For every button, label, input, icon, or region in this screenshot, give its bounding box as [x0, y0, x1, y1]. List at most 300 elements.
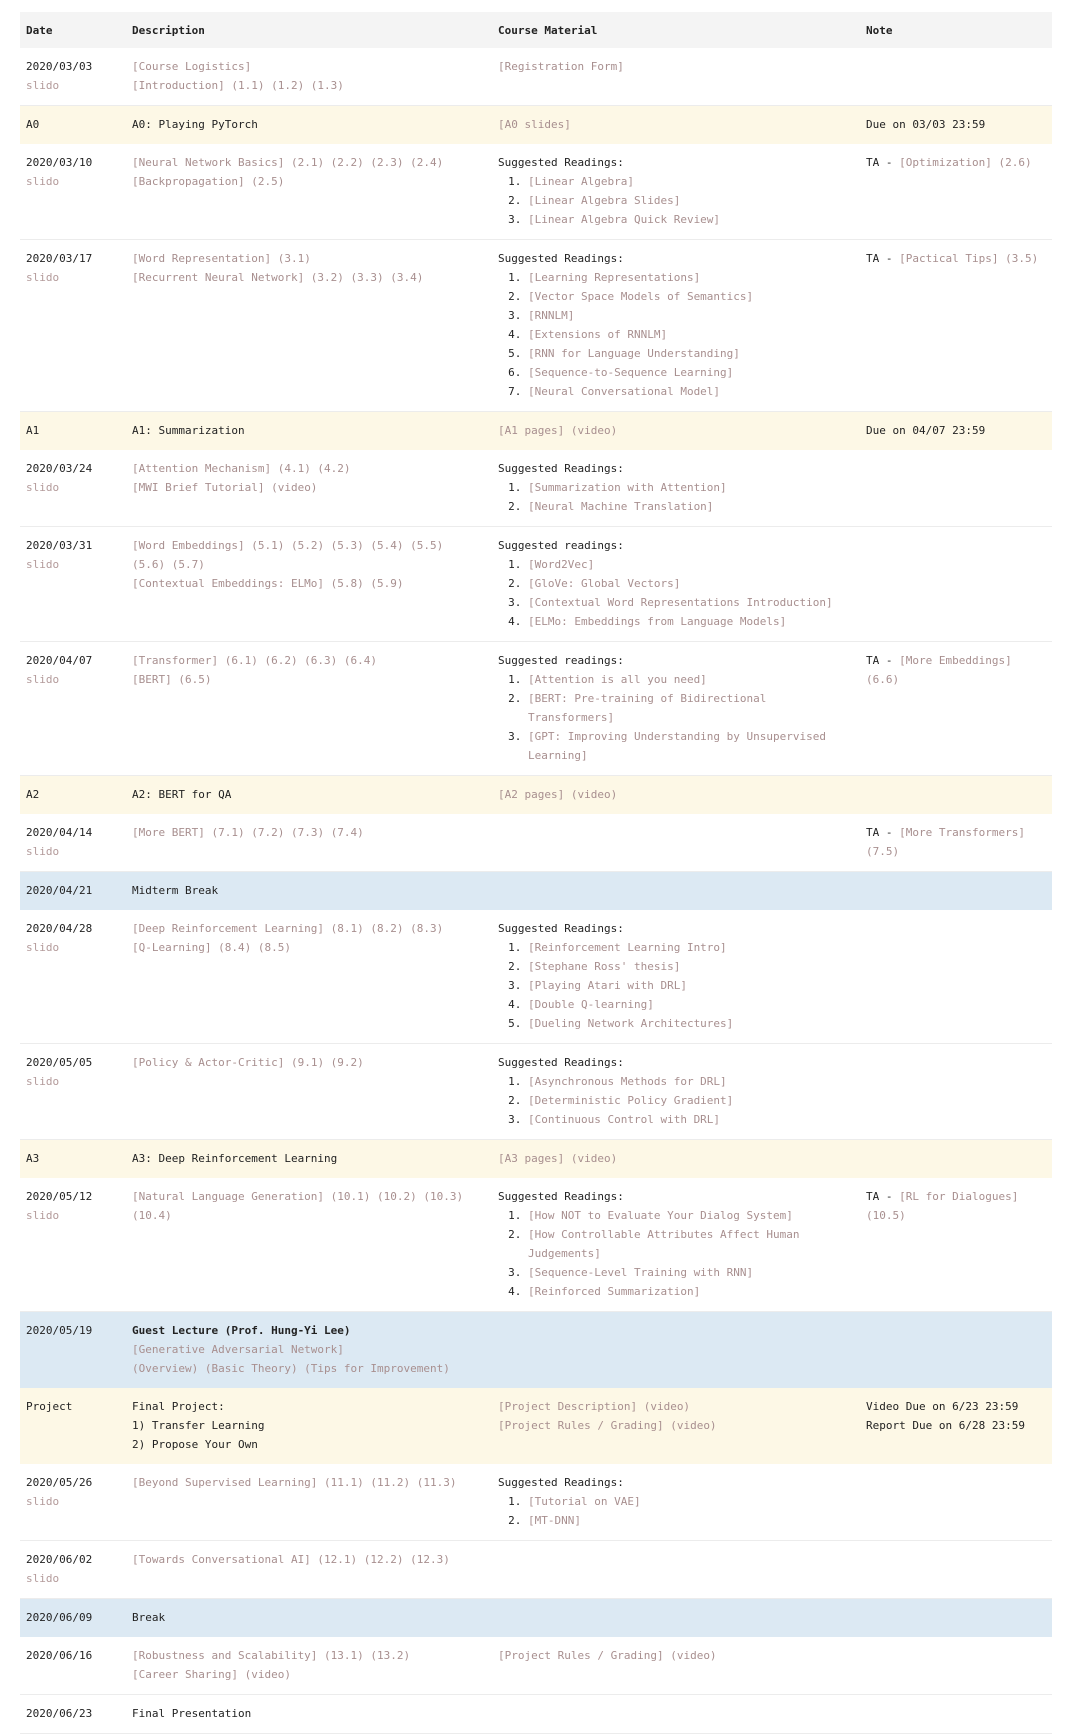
slido-link[interactable]: slido: [26, 481, 60, 494]
due-note: Video Due on 6/23 23:59: [866, 1400, 1019, 1413]
material-link[interactable]: (11.1) (11.2) (11.3): [317, 1476, 457, 1489]
reading-item: [528, 1492, 854, 1511]
date-cell: [20, 527, 126, 642]
description-cell: [126, 1637, 492, 1695]
material-cell: [492, 814, 860, 872]
material-link[interactable]: (6.5): [171, 673, 212, 686]
reading-link[interactable]: [MT-DNN]: [528, 1514, 581, 1527]
material-cell: [492, 1388, 860, 1464]
row-description: A0: Playing PyTorch: [132, 118, 258, 131]
text-line: [132, 1435, 486, 1454]
text-line: [132, 1187, 486, 1206]
reading-item: [528, 995, 854, 1014]
material-link[interactable]: [Natural Language Generation]: [132, 1190, 325, 1203]
text-line: [498, 1416, 854, 1435]
text-line: [132, 1340, 486, 1359]
material-cell: [492, 240, 860, 412]
date-cell: [20, 910, 126, 1044]
description-cell: [126, 412, 492, 451]
readings-title: Suggested Readings:: [498, 1056, 624, 1069]
text-line: [132, 459, 486, 478]
row-description: Midterm Break: [132, 884, 219, 897]
reading-item: [528, 172, 854, 191]
readings-title: Suggested readings:: [498, 539, 624, 552]
note-cell: [860, 1140, 1052, 1179]
text-line: [132, 938, 486, 957]
table-row: [20, 642, 1052, 776]
readings-list: [498, 268, 854, 401]
reading-link[interactable]: [Linear Algebra Quick Review]: [528, 213, 721, 226]
reading-link[interactable]: [How Controllable Attributes Affect Human Judgements]: [528, 1228, 800, 1260]
reading-link[interactable]: [Contextual Word Representations Introduction]: [528, 596, 833, 609]
row-date: 2020/05/26: [26, 1476, 93, 1489]
reading-link[interactable]: [Neural Machine Translation]: [528, 500, 714, 513]
material-link[interactable]: [Backpropagation]: [132, 175, 245, 188]
text-line: [866, 651, 1046, 689]
material-link[interactable]: (video): [663, 1649, 717, 1662]
material-cell: [492, 776, 860, 815]
text-line: [498, 421, 854, 440]
text-line: [132, 76, 486, 95]
description-cell: [126, 1140, 492, 1179]
note-cell: [860, 1599, 1052, 1638]
material-link[interactable]: (2.5): [244, 175, 285, 188]
reading-item: [528, 1263, 854, 1282]
text-line: [132, 574, 486, 593]
note-cell: [860, 1044, 1052, 1140]
description-cell: [126, 450, 492, 527]
material-link[interactable]: [BERT]: [132, 673, 172, 686]
text-segment: 2) Propose Your Own: [132, 1438, 258, 1451]
reading-link[interactable]: [How NOT to Evaluate Your Dialog System]: [528, 1209, 793, 1222]
slido-link[interactable]: slido: [26, 558, 60, 571]
row-date: 2020/06/16: [26, 1649, 93, 1662]
material-link[interactable]: [Recurrent Neural Network]: [132, 271, 305, 284]
description-cell: [126, 1541, 492, 1599]
note-cell: [860, 106, 1052, 145]
material-link[interactable]: [Word Embeddings]: [132, 539, 245, 552]
date-cell: [20, 450, 126, 527]
material-link[interactable]: [Pactical Tips]: [899, 252, 999, 265]
reading-link[interactable]: [Linear Algebra]: [528, 175, 634, 188]
material-cell: [492, 1599, 860, 1638]
header-date: Date: [20, 12, 126, 48]
row-date: 2020/04/21: [26, 884, 93, 897]
reading-item: [528, 1014, 854, 1033]
text-segment: TA -: [866, 1190, 900, 1203]
text-segment: Final Project:: [132, 1400, 225, 1413]
material-link[interactable]: (Overview) (Basic Theory) (Tips for Improvement): [132, 1362, 450, 1375]
text-segment: TA -: [866, 654, 900, 667]
material-link[interactable]: (8.1) (8.2) (8.3): [324, 922, 444, 935]
note-cell: [860, 910, 1052, 1044]
note-cell: [860, 1464, 1052, 1541]
reading-item: [528, 574, 854, 593]
date-cell: [20, 1464, 126, 1541]
reading-item: [528, 363, 854, 382]
material-link[interactable]: [Contextual Embeddings: ELMo]: [132, 577, 325, 590]
reading-link[interactable]: [RNNLM]: [528, 309, 575, 322]
material-link[interactable]: (video): [663, 1419, 717, 1432]
slido-link[interactable]: slido: [26, 79, 60, 92]
text-line: [498, 115, 854, 134]
date-cell: [20, 872, 126, 911]
reading-link[interactable]: [Tutorial on VAE]: [528, 1495, 641, 1508]
reading-link[interactable]: [Asynchronous Methods for DRL]: [528, 1075, 727, 1088]
material-link[interactable]: [Word Representation]: [132, 252, 272, 265]
text-line: [132, 268, 486, 287]
material-cell: [492, 1178, 860, 1312]
material-cell: [492, 450, 860, 527]
description-cell: [126, 1464, 492, 1541]
material-link[interactable]: (video): [637, 1400, 691, 1413]
row-date: 2020/04/07: [26, 654, 93, 667]
row-date: Project: [26, 1400, 73, 1413]
text-line: [132, 1416, 486, 1435]
date-cell: [20, 1140, 126, 1179]
table-row: [20, 144, 1052, 240]
material-link[interactable]: [More Embeddings]: [899, 654, 1012, 667]
note-cell: [860, 240, 1052, 412]
reading-link[interactable]: [Sequence-to-Sequence Learning]: [528, 366, 734, 379]
table-body: [20, 48, 1052, 1734]
slido-link[interactable]: slido: [26, 941, 60, 954]
text-line: [132, 1665, 486, 1684]
reading-item: [528, 1072, 854, 1091]
row-date: 2020/03/03: [26, 60, 93, 73]
description-cell: [126, 1312, 492, 1389]
material-link[interactable]: (video): [237, 1668, 291, 1681]
row-description: A1: Summarization: [132, 424, 245, 437]
readings-list: [498, 1492, 854, 1530]
reading-link[interactable]: [Vector Space Models of Semantics]: [528, 290, 754, 303]
date-cell: [20, 1541, 126, 1599]
row-date: 2020/03/17: [26, 252, 93, 265]
text-segment: TA -: [866, 252, 900, 265]
description-cell: [126, 910, 492, 1044]
reading-link[interactable]: [GloVe: Global Vectors]: [528, 577, 681, 590]
readings-list: [498, 478, 854, 516]
material-link[interactable]: [Introduction]: [132, 79, 225, 92]
material-link[interactable]: (2.1) (2.2) (2.3) (2.4): [284, 156, 444, 169]
text-segment: Guest Lecture (Prof. Hung-Yi Lee): [132, 1324, 351, 1337]
description-cell: [126, 527, 492, 642]
table-header-row: [20, 12, 1052, 48]
material-link[interactable]: (13.1) (13.2): [317, 1649, 411, 1662]
text-line: [132, 651, 486, 670]
material-link[interactable]: [Generative Adversarial Network]: [132, 1343, 344, 1356]
table-row: [20, 48, 1052, 106]
reading-item: [528, 670, 854, 689]
material-cell: [492, 1140, 860, 1179]
row-date: 2020/04/28: [26, 922, 93, 935]
reading-link[interactable]: [Neural Conversational Model]: [528, 385, 721, 398]
material-link[interactable]: (6.1) (6.2) (6.3) (6.4): [218, 654, 378, 667]
table-row: [20, 240, 1052, 412]
text-line: [132, 1397, 486, 1416]
material-link[interactable]: [RL for Dialogues]: [899, 1190, 1019, 1203]
date-cell: [20, 48, 126, 106]
slido-link[interactable]: slido: [26, 1495, 60, 1508]
material-link[interactable]: [Robustness and Scalability]: [132, 1649, 318, 1662]
reading-item: [528, 325, 854, 344]
reading-link[interactable]: [Continuous Control with DRL]: [528, 1113, 721, 1126]
reading-item: [528, 727, 854, 765]
text-line: [132, 172, 486, 191]
table-row: [20, 1044, 1052, 1140]
material-cell: [492, 527, 860, 642]
header-course-material: Course Material: [492, 12, 860, 48]
note-cell: [860, 642, 1052, 776]
table-row: [20, 1541, 1052, 1599]
table-row: [20, 106, 1052, 145]
description-cell: [126, 1388, 492, 1464]
material-link[interactable]: [A1 pages]: [498, 424, 565, 437]
text-line: [132, 823, 486, 842]
readings-title: Suggested Readings:: [498, 1190, 624, 1203]
reading-link[interactable]: [Learning Representations]: [528, 271, 701, 284]
text-line: [498, 785, 854, 804]
reading-link[interactable]: [Double Q-learning]: [528, 998, 654, 1011]
table-row: [20, 776, 1052, 815]
material-link[interactable]: [Beyond Supervised Learning]: [132, 1476, 318, 1489]
material-link[interactable]: [Optimization]: [899, 156, 992, 169]
table-row: [20, 814, 1052, 872]
reading-item: [528, 555, 854, 574]
reading-link[interactable]: [Extensions of RNNLM]: [528, 328, 668, 341]
reading-link[interactable]: [GPT: Improving Understanding by Unsupervised Learning]: [528, 730, 827, 762]
text-line: [132, 1321, 486, 1340]
text-line: [132, 57, 486, 76]
description-cell: [126, 1178, 492, 1312]
syllabus-page: [20, 12, 1052, 1734]
material-link[interactable]: [Attention Mechanism]: [132, 462, 272, 475]
table-row: [20, 1695, 1052, 1734]
material-link[interactable]: [Project Description]: [498, 1400, 638, 1413]
reading-item: [528, 976, 854, 995]
material-link[interactable]: [A0 slides]: [498, 118, 571, 131]
description-cell: [126, 1044, 492, 1140]
text-line: [498, 1646, 854, 1665]
material-cell: [492, 872, 860, 911]
row-description: Final Presentation: [132, 1707, 252, 1720]
table-row: [20, 910, 1052, 1044]
description-cell: [126, 106, 492, 145]
reading-link[interactable]: [Playing Atari with DRL]: [528, 979, 687, 992]
row-date: 2020/05/19: [26, 1324, 93, 1337]
reading-item: [528, 938, 854, 957]
text-line: [498, 57, 854, 76]
material-link[interactable]: [More BERT]: [132, 826, 205, 839]
reading-item: [528, 689, 854, 727]
table-row: [20, 1178, 1052, 1312]
description-cell: [126, 872, 492, 911]
reading-link[interactable]: [ELMo: Embeddings from Language Models]: [528, 615, 787, 628]
reading-link[interactable]: [Reinforced Summarization]: [528, 1285, 701, 1298]
reading-link[interactable]: [Sequence-Level Training with RNN]: [528, 1266, 754, 1279]
text-line: [866, 823, 1046, 861]
date-cell: [20, 776, 126, 815]
note-cell: [860, 814, 1052, 872]
material-link[interactable]: (6.6): [866, 673, 900, 686]
material-link[interactable]: (3.5): [998, 252, 1039, 265]
slido-link[interactable]: slido: [26, 175, 60, 188]
material-link[interactable]: (9.1) (9.2): [284, 1056, 364, 1069]
row-date: 2020/04/14: [26, 826, 93, 839]
material-link[interactable]: (10.4): [132, 1209, 172, 1222]
text-line: [132, 555, 486, 574]
material-link[interactable]: [A3 pages]: [498, 1152, 565, 1165]
material-link[interactable]: [Career Sharing]: [132, 1668, 238, 1681]
material-cell: [492, 48, 860, 106]
material-link[interactable]: [Transformer]: [132, 654, 219, 667]
reading-item: [528, 1206, 854, 1225]
material-link[interactable]: [Registration Form]: [498, 60, 624, 73]
material-link[interactable]: (7.5): [866, 845, 900, 858]
date-cell: [20, 1178, 126, 1312]
material-cell: [492, 144, 860, 240]
material-link[interactable]: (video): [564, 424, 618, 437]
due-note: Report Due on 6/28 23:59: [866, 1419, 1025, 1432]
row-date: A1: [26, 424, 40, 437]
text-line: [866, 1187, 1046, 1225]
reading-item: [528, 1091, 854, 1110]
note-cell: [860, 1637, 1052, 1695]
material-link[interactable]: (3.1): [271, 252, 311, 265]
text-segment: TA -: [866, 156, 900, 169]
note-cell: [860, 1178, 1052, 1312]
slido-link[interactable]: slido: [26, 1075, 60, 1088]
material-link[interactable]: [Project Rules / Grading]: [498, 1419, 664, 1432]
material-link[interactable]: (4.1) (4.2): [271, 462, 351, 475]
readings-list: [498, 1072, 854, 1129]
material-link[interactable]: (5.6) (5.7): [132, 558, 205, 571]
reading-link[interactable]: [Deterministic Policy Gradient]: [528, 1094, 734, 1107]
material-link[interactable]: (video): [564, 1152, 618, 1165]
material-cell: [492, 1044, 860, 1140]
material-link[interactable]: (8.4) (8.5): [211, 941, 291, 954]
date-cell: [20, 1637, 126, 1695]
row-date: 2020/06/09: [26, 1611, 93, 1624]
description-cell: [126, 642, 492, 776]
text-line: [132, 1359, 486, 1378]
description-cell: [126, 814, 492, 872]
material-link[interactable]: (10.1) (10.2) (10.3): [324, 1190, 464, 1203]
material-link[interactable]: [A2 pages]: [498, 788, 565, 801]
row-date: A2: [26, 788, 40, 801]
description-cell: [126, 1599, 492, 1638]
row-date: 2020/05/05: [26, 1056, 93, 1069]
text-line: [866, 249, 1046, 268]
readings-title: Suggested Readings:: [498, 252, 624, 265]
material-link[interactable]: [More Transformers]: [899, 826, 1025, 839]
reading-link[interactable]: [Dueling Network Architectures]: [528, 1017, 734, 1030]
material-link[interactable]: [Policy & Actor-Critic]: [132, 1056, 285, 1069]
note-cell: [860, 144, 1052, 240]
date-cell: [20, 1695, 126, 1734]
material-link[interactable]: [Project Rules / Grading]: [498, 1649, 664, 1662]
note-cell: [860, 1541, 1052, 1599]
material-link[interactable]: (3.2) (3.3) (3.4): [304, 271, 424, 284]
reading-link[interactable]: [Word2Vec]: [528, 558, 595, 571]
reading-item: [528, 1511, 854, 1530]
material-link[interactable]: (1.1) (1.2) (1.3): [224, 79, 344, 92]
date-cell: [20, 642, 126, 776]
reading-item: [528, 612, 854, 631]
reading-link[interactable]: [Attention is all you need]: [528, 673, 707, 686]
date-cell: [20, 1312, 126, 1389]
material-cell: [492, 910, 860, 1044]
table-row: [20, 1312, 1052, 1389]
slido-link[interactable]: slido: [26, 673, 60, 686]
table-row: [20, 1599, 1052, 1638]
material-link[interactable]: (5.8) (5.9): [324, 577, 404, 590]
slido-link[interactable]: slido: [26, 845, 60, 858]
slido-link[interactable]: slido: [26, 1209, 60, 1222]
reading-item: [528, 191, 854, 210]
material-link[interactable]: (12.1) (12.2) (12.3): [310, 1553, 450, 1566]
material-link[interactable]: (video): [564, 788, 618, 801]
reading-link[interactable]: [Linear Algebra Slides]: [528, 194, 681, 207]
material-cell: [492, 1541, 860, 1599]
material-link[interactable]: [Course Logistics]: [132, 60, 252, 73]
material-link[interactable]: (2.6): [991, 156, 1032, 169]
material-cell: [492, 1312, 860, 1389]
readings-title: Suggested Readings:: [498, 462, 624, 475]
row-date: A0: [26, 118, 40, 131]
text-line: [132, 1646, 486, 1665]
slido-link[interactable]: slido: [26, 271, 60, 284]
reading-link[interactable]: [BERT: Pre-training of Bidirectional Transformers]: [528, 692, 767, 724]
reading-item: [528, 1225, 854, 1263]
material-cell: [492, 1464, 860, 1541]
text-segment: 1) Transfer Learning: [132, 1419, 265, 1432]
note-cell: [860, 450, 1052, 527]
slido-link[interactable]: slido: [26, 1572, 60, 1585]
material-link[interactable]: [Towards Conversational AI]: [132, 1553, 311, 1566]
material-link[interactable]: [Q-Learning]: [132, 941, 212, 954]
reading-link[interactable]: [Summarization with Attention]: [528, 481, 727, 494]
table-row: [20, 412, 1052, 451]
note-cell: [860, 1695, 1052, 1734]
table-row: [20, 1140, 1052, 1179]
material-link[interactable]: [Deep Reinforcement Learning]: [132, 922, 325, 935]
material-cell: [492, 106, 860, 145]
reading-link[interactable]: [Stephane Ross' thesis]: [528, 960, 681, 973]
reading-link[interactable]: [Reinforcement Learning Intro]: [528, 941, 727, 954]
text-line: [132, 1550, 486, 1569]
due-note: Due on 04/07 23:59: [866, 424, 986, 437]
reading-item: [528, 593, 854, 612]
header-note: Note: [860, 12, 1052, 48]
reading-link[interactable]: [RNN for Language Understanding]: [528, 347, 740, 360]
table-row: [20, 450, 1052, 527]
material-link[interactable]: (5.1) (5.2) (5.3) (5.4) (5.5): [244, 539, 444, 552]
material-link[interactable]: (video): [264, 481, 318, 494]
material-link[interactable]: (7.1) (7.2) (7.3) (7.4): [204, 826, 364, 839]
material-link[interactable]: [Neural Network Basics]: [132, 156, 285, 169]
readings-list: [498, 172, 854, 229]
table-row: [20, 872, 1052, 911]
material-cell: [492, 412, 860, 451]
material-link[interactable]: (10.5): [866, 1209, 906, 1222]
table-row: [20, 1637, 1052, 1695]
text-line: [132, 1473, 486, 1492]
date-cell: [20, 1388, 126, 1464]
date-cell: [20, 240, 126, 412]
note-cell: [860, 872, 1052, 911]
material-link[interactable]: [MWI Brief Tutorial]: [132, 481, 265, 494]
